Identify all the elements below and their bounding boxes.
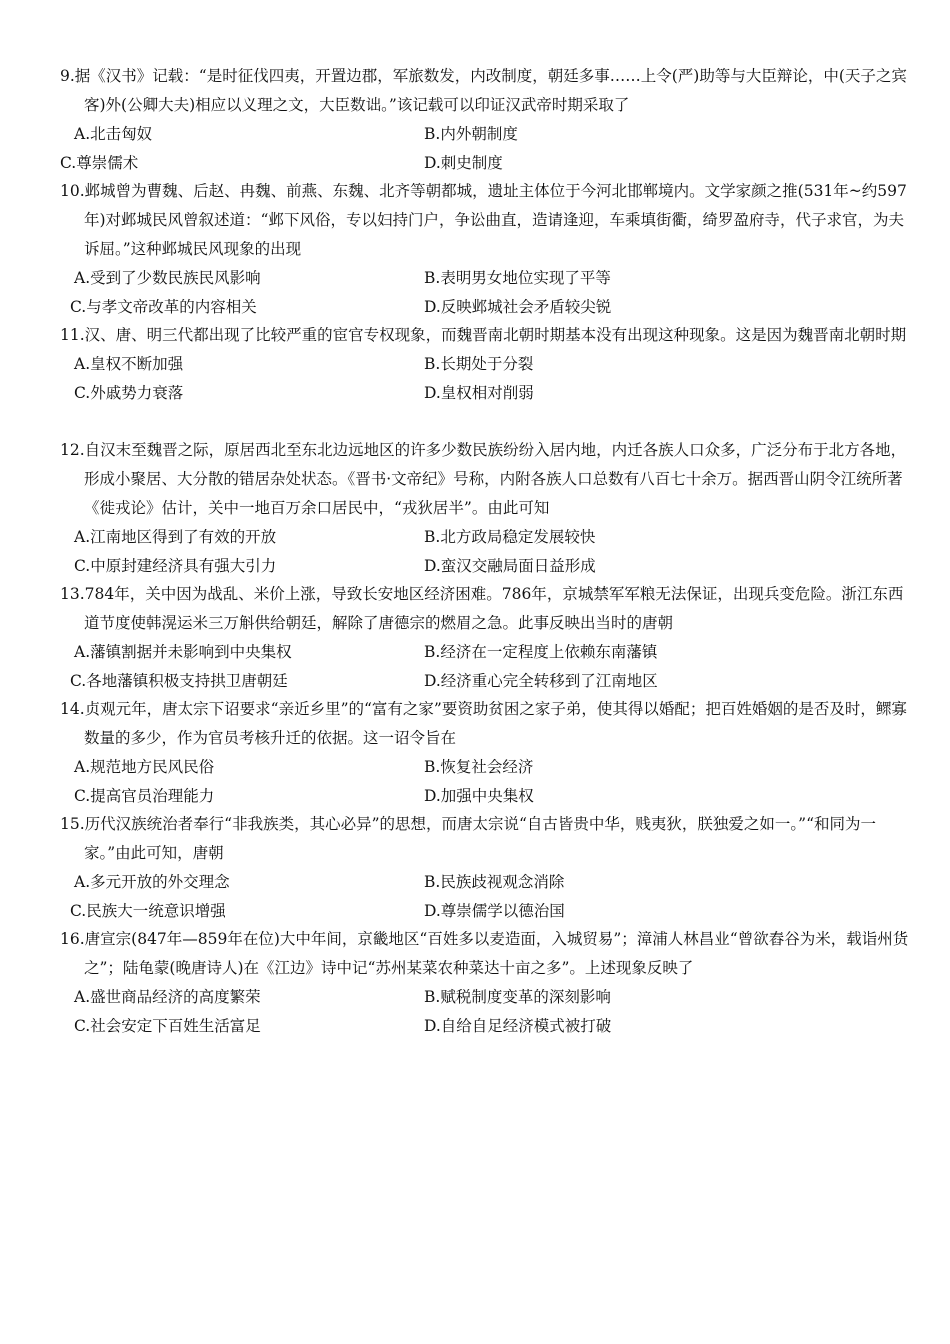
question-number: 12. — [60, 441, 85, 459]
question-9 — [60, 62, 910, 178]
question-stem: 唐宣宗(847年—859年在位)大中年间，京畿地区“百姓多以麦造面，入城贸易”；漳浦人林昌业“曾欲舂谷为米，载诣州货之”；陆龟蒙(晚唐诗人)在《江边》诗中记“苏州某菜农种菜达十亩之多”。上述现象反映了 — [84, 930, 909, 977]
question-stem: 历代汉族统治者奉行“非我族类，其心必异”的思想，而唐太宗说“自古皆贵中华，贱夷狄，朕独爱之如一。”“和同为一家。”由此可知，唐朝 — [84, 815, 877, 862]
question-stem: 贞观元年，唐太宗下诏要求“亲近乡里”的“富有之家”要资助贫困之家子弟，使其得以婚配；把百姓婚姻的是否及时，鳏寡数量的多少，作为官员考核升迁的依据。这一诏令旨在 — [84, 700, 907, 747]
question-11 — [60, 321, 910, 408]
question-stem: 汉、唐、明三代都出现了比较严重的宦官专权现象，而魏晋南北朝时期基本没有出现这种现象。这是因为魏晋南北朝时期 — [84, 326, 907, 344]
question-number: 15. — [60, 815, 85, 833]
option-d[interactable]: D.反映邺城社会矛盾较尖锐 — [424, 298, 612, 316]
question-number: 14. — [60, 700, 85, 718]
option-b[interactable]: B.表明男女地位实现了平等 — [424, 269, 611, 287]
option-a[interactable]: A.藩镇割据并未影响到中央集权 — [74, 643, 292, 661]
option-c[interactable]: C.外戚势力衰落 — [74, 384, 184, 402]
option-d[interactable]: D.自给自足经济模式被打破 — [424, 1017, 612, 1035]
option-c[interactable]: C.尊崇儒术 — [60, 154, 139, 172]
option-d[interactable]: D.皇权相对削弱 — [424, 384, 534, 402]
option-b[interactable]: B.内外朝制度 — [424, 125, 518, 143]
question-13 — [60, 580, 910, 696]
question-10 — [60, 177, 910, 322]
option-c[interactable]: C.中原封建经济具有强大引力 — [74, 557, 277, 575]
question-stem: 自汉末至魏晋之际，原居西北至东北边远地区的许多少数民族纷纷入居内地，内迁各族人口众多，广泛分布于北方各地，形成小聚居、大分散的错居杂处状态。《晋书·文帝纪》号称，内附各族人口总数有八百七十余万。据西晋山阴令江统所著《徙戎论》估计，关中一地百万余口居民中，“戎狄居半”。由此可知 — [84, 441, 907, 517]
option-c[interactable]: C.与孝文帝改革的内容相关 — [70, 298, 257, 316]
option-a[interactable]: A.受到了少数民族民风影响 — [74, 269, 261, 287]
question-12 — [60, 436, 910, 581]
question-number: 10. — [60, 182, 85, 200]
question-14 — [60, 695, 910, 811]
option-d[interactable]: D.尊崇儒学以德治国 — [424, 902, 565, 920]
option-b[interactable]: B.北方政局稳定发展较快 — [424, 528, 596, 546]
option-c[interactable]: C.社会安定下百姓生活富足 — [74, 1017, 261, 1035]
option-a[interactable]: A.规范地方民风民俗 — [74, 758, 215, 776]
question-number: 11. — [60, 326, 85, 344]
option-a[interactable]: A.皇权不断加强 — [74, 355, 184, 373]
option-b[interactable]: B.长期处于分裂 — [424, 355, 534, 373]
question-stem: 784年，关中因为战乱、米价上涨，导致长安地区经济困难。786年，京城禁军军粮无法保证，出现兵变危险。浙江东西道节度使韩滉运米三万斛供给朝廷，解除了唐德宗的燃眉之急。此事反映出当时的唐朝 — [84, 585, 904, 632]
option-d[interactable]: D.蛮汉交融局面日益形成 — [424, 557, 596, 575]
option-d[interactable]: D.刺史制度 — [424, 154, 503, 172]
option-a[interactable]: A.多元开放的外交理念 — [74, 873, 230, 891]
question-number: 16. — [60, 930, 85, 948]
option-d[interactable]: D.加强中央集权 — [424, 787, 534, 805]
option-a[interactable]: A.盛世商品经济的高度繁荣 — [74, 988, 261, 1006]
option-a[interactable]: A.北击匈奴 — [74, 125, 153, 143]
option-a[interactable]: A.江南地区得到了有效的开放 — [74, 528, 277, 546]
option-b[interactable]: B.经济在一定程度上依赖东南藩镇 — [424, 643, 658, 661]
question-15 — [60, 810, 910, 926]
option-b[interactable]: B.赋税制度变革的深刻影响 — [424, 988, 611, 1006]
option-c[interactable]: C.民族大一统意识增强 — [70, 902, 226, 920]
question-number: 9. — [60, 67, 75, 85]
option-b[interactable]: B.民族歧视观念消除 — [424, 873, 565, 891]
option-c[interactable]: C.各地藩镇积极支持拱卫唐朝廷 — [70, 672, 288, 690]
question-stem: 据《汉书》记载：“是时征伐四夷，开置边郡，军旅数发，内改制度，朝廷多事……上令(严)助等与大臣辩论，中(天子之宾客)外(公卿大夫)相应以义理之文，大臣数诎。”该记载可以印证汉武帝时期采取了 — [74, 67, 907, 114]
option-c[interactable]: C.提高官员治理能力 — [74, 787, 215, 805]
option-d[interactable]: D.经济重心完全转移到了江南地区 — [424, 672, 658, 690]
question-stem: 邺城曾为曹魏、后赵、冉魏、前燕、东魏、北齐等朝都城，遗址主体位于今河北邯郸境内。文学家颜之推(531年~约597年)对邺城民风曾叙述道：“邺下风俗，专以妇持门户，争讼曲直，造请逢迎，车乘填街衢，绮罗盈府寺，代子求官，为夫诉屈。”这种邺城民风现象的出现 — [84, 182, 907, 258]
question-16 — [60, 925, 910, 1041]
option-b[interactable]: B.恢复社会经济 — [424, 758, 534, 776]
question-number: 13. — [60, 585, 85, 603]
